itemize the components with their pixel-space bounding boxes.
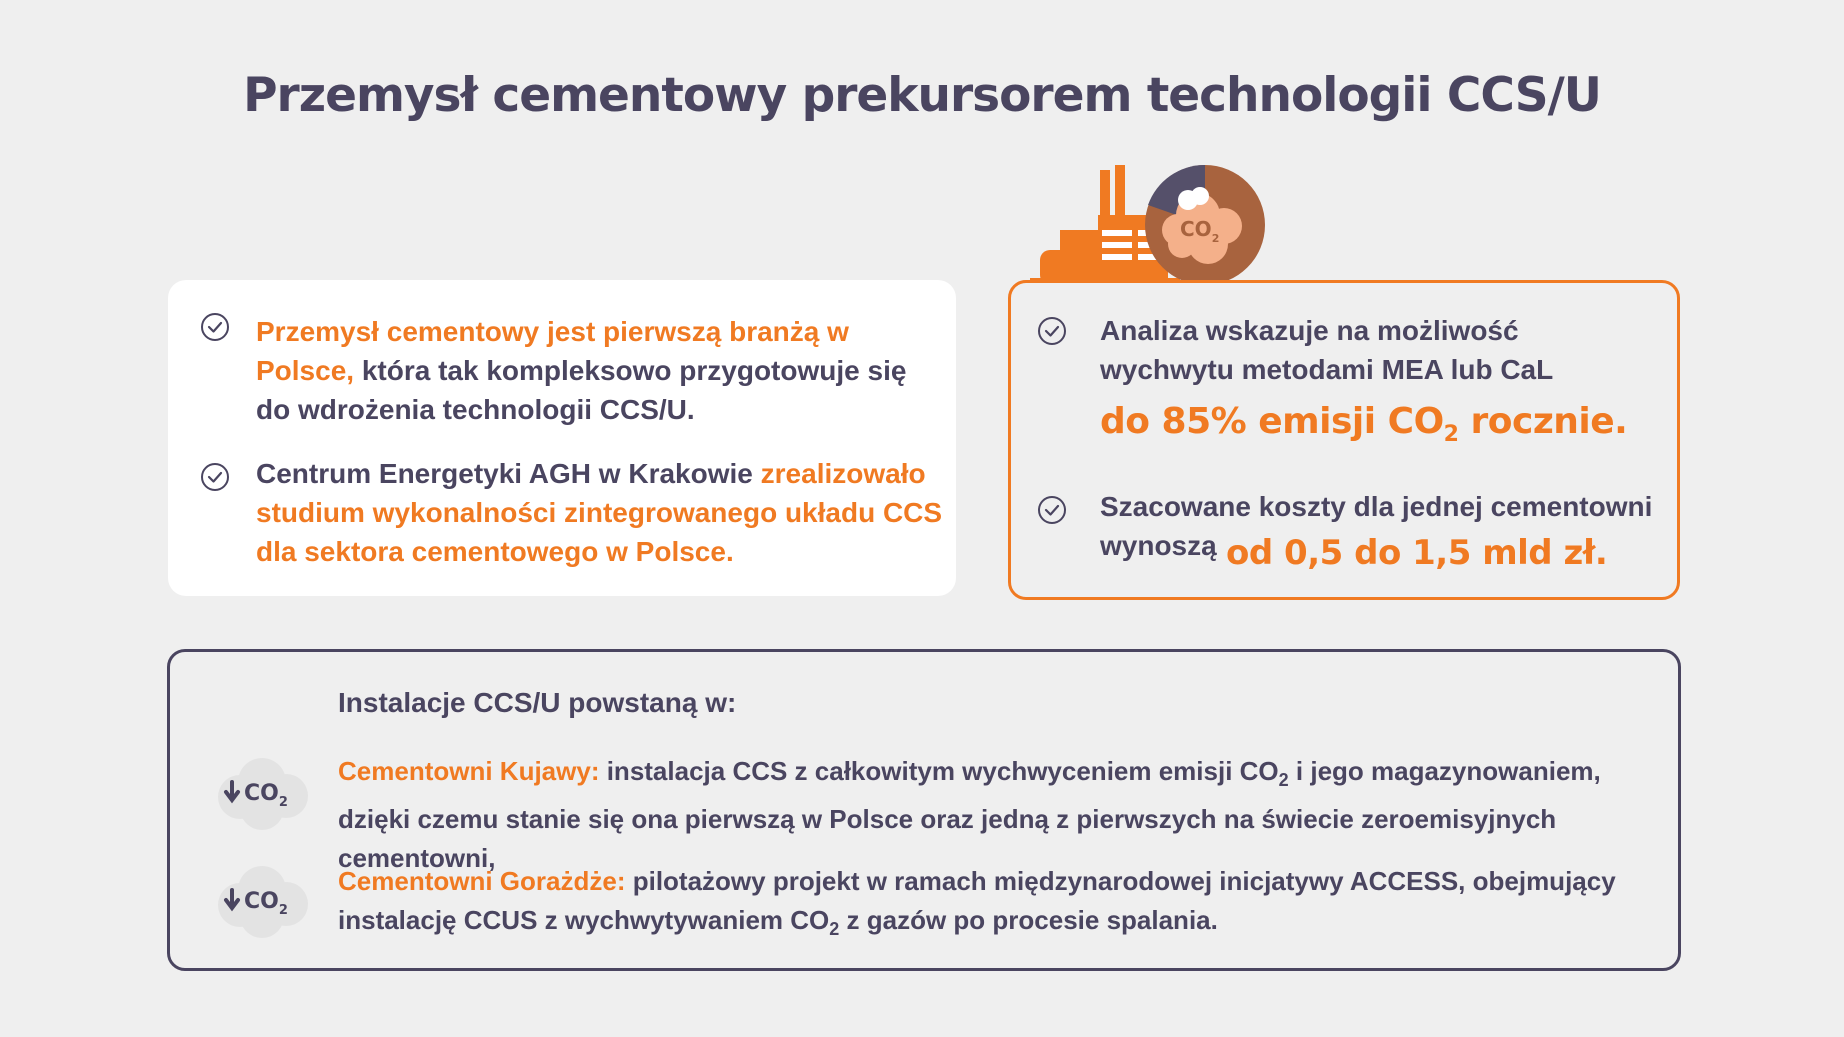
installations-heading: Instalacje CCS/U powstaną w:: [338, 687, 737, 718]
right-item-1-big: do 85% emisji $CO_2$ rocznie.: [1100, 401, 1628, 447]
check-circle-icon: [200, 312, 230, 342]
left-item-1-highlight: Przemysł cementowy jest pierwszą branżą w Polsce,: [256, 316, 849, 386]
factory-co2-icon: [1030, 160, 1270, 290]
left-item-1-text: która tak kompleksowo przygotowuje się do wdrożenia technologii CCS/U.: [256, 355, 907, 425]
right-item-2-big: od 0,5 do 1,5 mld zł.: [1226, 533, 1608, 573]
co2-reduction-icon: [210, 860, 314, 940]
check-circle-icon: [1037, 495, 1067, 525]
right-info-card: [1008, 280, 1680, 600]
installation-kujawy: Cementowni Kujawy: instalacja CCS z całkowitym wychwyceniem emisji $CO_2$ i jego magazynowaniem, dzięki czemu stanie się ona pierwszą w Polsce oraz jedną z pierwszych na świecie zeroemisyjnych cementowni,: [338, 756, 1601, 873]
installation-kujawy-name: Cementowni Kujawy:: [338, 756, 600, 786]
left-item-2-highlight: zrealizowało studium wykonalności zintegrowanego układu CCS dla sektora cementowego w Polsce.: [256, 458, 943, 567]
page-title: Przemysł cementowy prekursorem technologii CCS/U: [243, 68, 1601, 123]
installation-gorazdze-name: Cementowni Gorażdże:: [338, 866, 626, 896]
svg-text:CO2: $CO_2$: [244, 889, 288, 918]
right-item-2-text: Szacowane koszty dla jednej cementowni wynoszą: [1100, 491, 1653, 561]
installations-card: [167, 649, 1681, 971]
installation-gorazdze: Cementowni Gorażdże: pilotażowy projekt w ramach międzynarodowej inicjatywy ACCESS, obejmujący instalację CCUS z wychwytywaniem $CO_2$ z gazów po procesie spalania.: [338, 866, 1616, 939]
factory-co2-label: CO: [1180, 217, 1212, 241]
co2-reduction-icon: [210, 752, 314, 832]
left-item-2-text: Centrum Energetyki AGH w Krakowie: [256, 458, 761, 489]
check-circle-icon: [200, 462, 230, 492]
check-circle-icon: [1037, 316, 1067, 346]
left-item-1: [256, 312, 936, 429]
factory-co2-sub: 2: [1211, 232, 1220, 245]
right-item-1-text: Analiza wskazuje na możliwość wychwytu metodami MEA lub CaL: [1100, 315, 1554, 385]
svg-text:CO2: $CO_2$: [244, 781, 288, 810]
left-item-2: [256, 454, 946, 571]
left-info-card: [168, 280, 956, 596]
